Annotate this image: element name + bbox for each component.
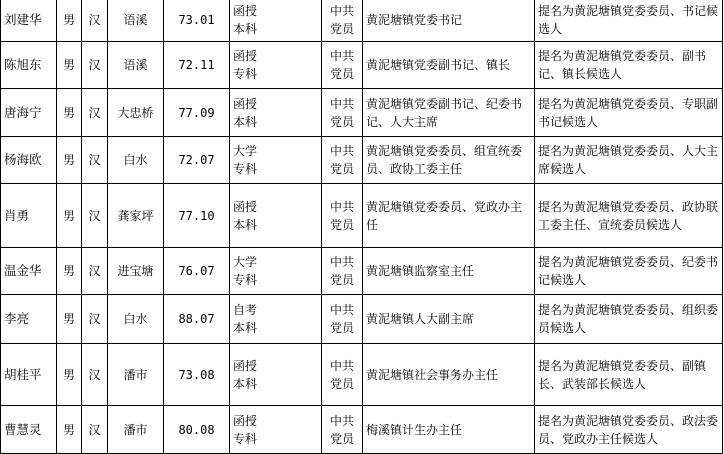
- name-cell: [1, 42, 57, 89]
- name-cell: [1, 0, 57, 42]
- proposed-position-text: 提名为黄泥塘镇党委委员、纪委书记候选人: [538, 255, 719, 287]
- name-cell: [1, 295, 57, 344]
- party-line-1: 中共: [329, 49, 354, 63]
- table-row: [1, 344, 723, 406]
- education-line-2: 专科: [233, 431, 258, 446]
- name-cell: [1, 406, 57, 454]
- table-row: [1, 42, 723, 89]
- table-row: [1, 406, 723, 454]
- birth-cell: [164, 42, 230, 89]
- ethnicity-text: 汉: [88, 105, 101, 120]
- origin-cell: [108, 42, 164, 89]
- origin-cell: [108, 248, 164, 295]
- education-line-1: 函授: [233, 358, 258, 373]
- party-cell: [322, 295, 363, 344]
- current-post-text: 黄泥塘镇党委委员、组宣统委员、政协工委主任: [366, 144, 523, 176]
- proposed-position-cell: [535, 344, 723, 406]
- education-line-1: 大学: [233, 255, 258, 269]
- current-post-cell: [363, 406, 535, 454]
- birth-text: 77.09: [178, 105, 215, 120]
- table-row: [1, 248, 723, 295]
- proposed-position-cell: [535, 0, 723, 42]
- gender-cell: [57, 42, 82, 89]
- education-line-1: 函授: [233, 199, 258, 214]
- ethnicity-text: 汉: [88, 264, 101, 278]
- education-cell: [230, 344, 322, 406]
- education-cell: [230, 137, 322, 184]
- gender-cell: [57, 0, 82, 42]
- birth-cell: [164, 248, 230, 295]
- education-line-2: 本科: [233, 114, 258, 129]
- party-line-1: 中共: [329, 358, 354, 373]
- origin-cell: [108, 137, 164, 184]
- education-cell: [230, 42, 322, 89]
- name-cell: [1, 137, 57, 184]
- current-post-cell: [363, 184, 535, 248]
- origin-text: 大忠桥: [117, 105, 154, 120]
- education-cell: [230, 184, 322, 248]
- education-line-1: 函授: [233, 96, 258, 111]
- proposed-position-text: 提名为黄泥塘镇党委委员、组织委员候选人: [538, 303, 719, 335]
- proposed-position-text: 提名为黄泥塘镇党委委员、人大主席候选人: [538, 144, 719, 176]
- party-line-2: 党员: [329, 162, 354, 176]
- origin-text: 进宝塘: [117, 264, 154, 278]
- birth-text: 80.08: [178, 422, 215, 437]
- name-cell: [1, 344, 57, 406]
- birth-text: 72.07: [178, 153, 215, 167]
- education-line-2: 专科: [233, 67, 258, 81]
- gender-text: 男: [62, 153, 75, 167]
- gender-cell: [57, 295, 82, 344]
- party-line-1: 中共: [329, 255, 354, 269]
- origin-text: 语溪: [123, 58, 148, 72]
- current-post-text: 黄泥塘镇人大副主席: [366, 312, 475, 326]
- name-text: 胡桂平: [4, 366, 42, 382]
- gender-text: 男: [62, 105, 75, 120]
- gender-text: 男: [62, 58, 75, 72]
- birth-text: 77.10: [178, 208, 215, 223]
- name-text: 杨海欧: [4, 152, 42, 167]
- gender-text: 男: [62, 12, 75, 27]
- proposed-position-cell: [535, 406, 723, 454]
- ethnicity-cell: [82, 248, 108, 295]
- proposed-position-text: 提名为黄泥塘镇党委委员、书记候选人: [538, 3, 719, 36]
- birth-cell: [164, 137, 230, 184]
- education-cell: [230, 0, 322, 42]
- origin-text: 潘市: [123, 422, 148, 437]
- name-text: 刘建华: [4, 11, 42, 27]
- proposed-position-cell: [535, 137, 723, 184]
- ethnicity-cell: [82, 89, 108, 137]
- education-line-2: 本科: [233, 321, 258, 335]
- birth-text: 73.01: [178, 12, 215, 27]
- birth-cell: [164, 344, 230, 406]
- party-line-1: 中共: [329, 144, 354, 158]
- birth-text: 73.08: [178, 367, 215, 382]
- gender-cell: [57, 184, 82, 248]
- current-post-cell: [363, 295, 535, 344]
- ethnicity-cell: [82, 184, 108, 248]
- proposed-position-text: 提名为黄泥塘镇党委委员、专职副书记候选人: [538, 96, 719, 129]
- education-line-1: 自考: [233, 303, 258, 317]
- party-line-1: 中共: [329, 413, 354, 428]
- name-cell: [1, 184, 57, 248]
- name-text: 肖勇: [4, 207, 30, 223]
- party-cell: [322, 184, 363, 248]
- party-cell: [322, 137, 363, 184]
- table-row: [1, 295, 723, 344]
- party-line-2: 党员: [329, 376, 354, 391]
- ethnicity-text: 汉: [88, 58, 101, 72]
- ethnicity-text: 汉: [88, 208, 101, 223]
- education-line-2: 本科: [233, 21, 258, 36]
- current-post-cell: [363, 42, 535, 89]
- current-post-text: 黄泥塘镇党委副书记、镇长: [366, 58, 511, 72]
- current-post-text: 黄泥塘镇党委书记: [366, 12, 463, 27]
- ethnicity-text: 汉: [88, 153, 101, 167]
- ethnicity-cell: [82, 344, 108, 406]
- birth-text: 72.11: [178, 58, 215, 72]
- origin-text: 龚家坪: [117, 208, 154, 223]
- proposed-position-text: 提名为黄泥塘镇党委委员、副书记、镇长候选人: [538, 49, 707, 81]
- current-post-text: 黄泥塘镇监察室主任: [366, 264, 475, 278]
- gender-cell: [57, 248, 82, 295]
- gender-cell: [57, 344, 82, 406]
- origin-text: 语溪: [123, 12, 148, 27]
- name-text: 李亮: [4, 311, 30, 326]
- name-cell: [1, 89, 57, 137]
- birth-cell: [164, 0, 230, 42]
- education-line-1: 函授: [233, 49, 258, 63]
- current-post-cell: [363, 344, 535, 406]
- party-cell: [322, 89, 363, 137]
- proposed-position-cell: [535, 42, 723, 89]
- birth-cell: [164, 184, 230, 248]
- ethnicity-text: 汉: [88, 367, 101, 382]
- gender-cell: [57, 406, 82, 454]
- origin-text: 潘市: [123, 367, 148, 382]
- gender-text: 男: [62, 367, 75, 382]
- name-text: 曹慧灵: [4, 421, 42, 437]
- table-row: [1, 184, 723, 248]
- proposed-position-cell: [535, 295, 723, 344]
- education-line-2: 专科: [233, 273, 258, 287]
- current-post-text: 黄泥塘镇社会事务办主任: [366, 367, 499, 382]
- party-cell: [322, 42, 363, 89]
- education-line-1: 大学: [233, 144, 258, 158]
- education-cell: [230, 89, 322, 137]
- party-cell: [322, 344, 363, 406]
- proposed-position-cell: [535, 184, 723, 248]
- birth-text: 88.07: [178, 312, 215, 326]
- birth-text: 76.07: [178, 264, 215, 278]
- party-line-2: 党员: [329, 273, 354, 287]
- name-text: 唐海宁: [4, 104, 42, 120]
- proposed-position-text: 提名为黄泥塘镇党委委员、政协联工委主任、宣统委员候选人: [538, 199, 719, 232]
- birth-cell: [164, 89, 230, 137]
- gender-text: 男: [62, 264, 75, 278]
- table-row: [1, 137, 723, 184]
- table-row: [1, 0, 723, 42]
- party-line-2: 党员: [329, 431, 354, 446]
- party-cell: [322, 406, 363, 454]
- name-text: 温金华: [4, 263, 42, 278]
- ethnicity-cell: [82, 0, 108, 42]
- ethnicity-cell: [82, 406, 108, 454]
- origin-cell: [108, 295, 164, 344]
- ethnicity-cell: [82, 295, 108, 344]
- current-post-text: 黄泥塘镇党委副书记、纪委书记、人大主席: [366, 96, 523, 129]
- origin-cell: [108, 0, 164, 42]
- gender-cell: [57, 89, 82, 137]
- party-line-1: 中共: [329, 3, 354, 18]
- current-post-cell: [363, 0, 535, 42]
- education-cell: [230, 295, 322, 344]
- gender-text: 男: [62, 208, 75, 223]
- party-line-1: 中共: [329, 96, 354, 111]
- party-line-2: 党员: [329, 67, 354, 81]
- proposed-position-text: 提名为黄泥塘镇党委委员、政法委员、党政办主任候选人: [538, 413, 719, 446]
- education-line-2: 本科: [233, 376, 258, 391]
- party-cell: [322, 248, 363, 295]
- ethnicity-text: 汉: [88, 422, 101, 437]
- ethnicity-cell: [82, 137, 108, 184]
- origin-cell: [108, 344, 164, 406]
- ethnicity-cell: [82, 42, 108, 89]
- ethnicity-text: 汉: [88, 312, 101, 326]
- party-line-2: 党员: [329, 114, 354, 129]
- proposed-position-text: 提名为黄泥塘镇党委委员、副镇长、武装部长候选人: [538, 358, 707, 391]
- party-cell: [322, 0, 363, 42]
- party-line-1: 中共: [329, 303, 354, 317]
- party-line-1: 中共: [329, 199, 354, 214]
- origin-cell: [108, 406, 164, 454]
- current-post-text: 梅溪镇计生办主任: [366, 422, 463, 437]
- education-line-1: 函授: [233, 3, 258, 18]
- education-line-1: 函授: [233, 413, 258, 428]
- table-row: [1, 89, 723, 137]
- origin-cell: [108, 89, 164, 137]
- current-post-cell: [363, 248, 535, 295]
- party-line-2: 党员: [329, 217, 354, 232]
- education-line-2: 本科: [233, 217, 258, 232]
- birth-cell: [164, 295, 230, 344]
- name-cell: [1, 248, 57, 295]
- birth-cell: [164, 406, 230, 454]
- gender-text: 男: [62, 422, 75, 437]
- proposed-position-cell: [535, 89, 723, 137]
- party-line-2: 党员: [329, 321, 354, 335]
- current-post-cell: [363, 89, 535, 137]
- education-cell: [230, 248, 322, 295]
- party-line-2: 党员: [329, 21, 354, 36]
- ethnicity-text: 汉: [88, 12, 101, 27]
- proposed-position-cell: [535, 248, 723, 295]
- table-body: [1, 0, 723, 454]
- name-text: 陈旭东: [4, 57, 42, 72]
- gender-cell: [57, 137, 82, 184]
- origin-cell: [108, 184, 164, 248]
- origin-text: 白水: [123, 312, 148, 326]
- origin-text: 白水: [123, 153, 148, 167]
- gender-text: 男: [62, 312, 75, 326]
- education-line-2: 专科: [233, 162, 258, 176]
- current-post-text: 黄泥塘镇党委委员、党政办主任: [366, 199, 523, 232]
- current-post-cell: [363, 137, 535, 184]
- education-cell: [230, 406, 322, 454]
